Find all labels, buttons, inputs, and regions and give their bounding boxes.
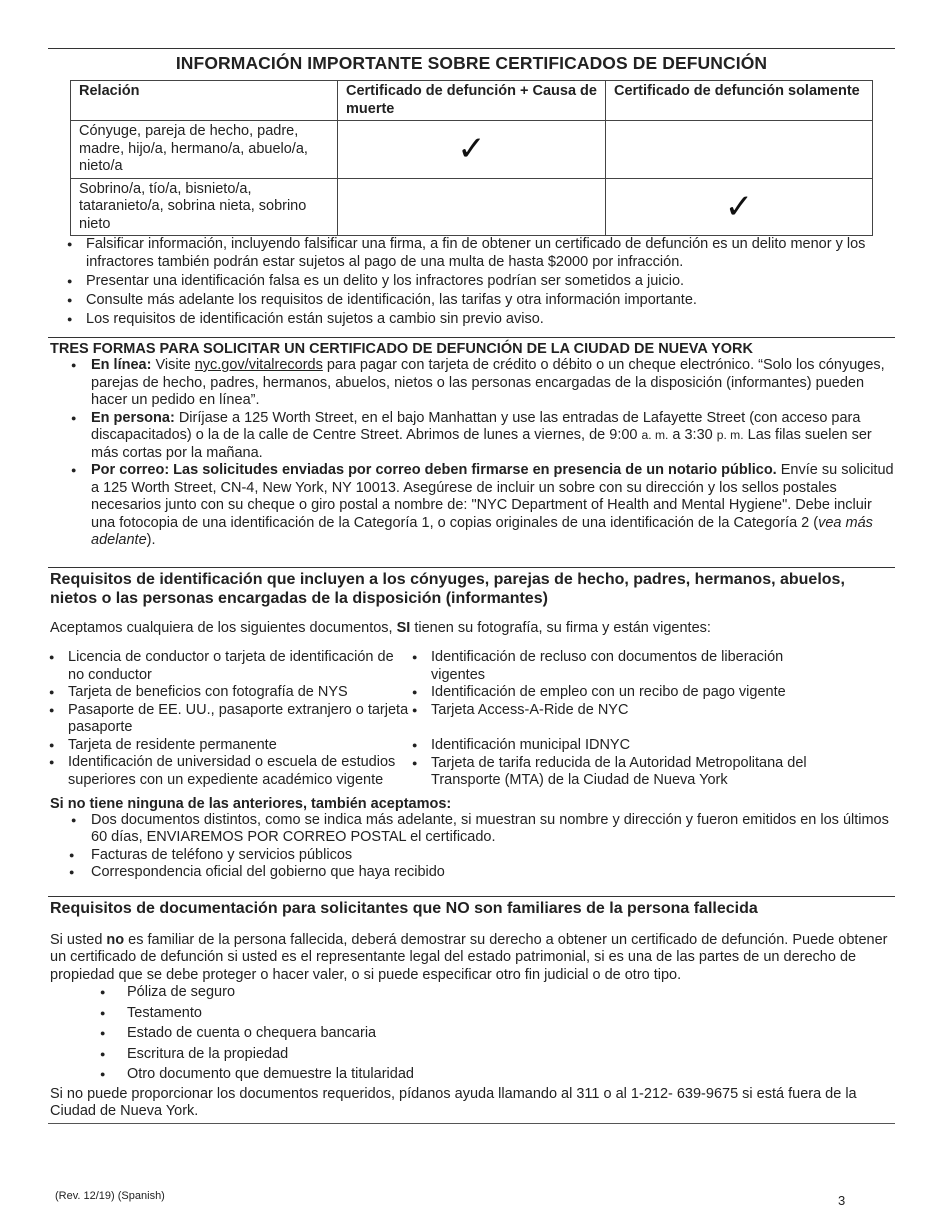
check-cell — [338, 121, 606, 179]
ownership-documents — [48, 984, 895, 1084]
id-requirements-title: Requisitos de identificación que incluyen a los cónyuges, parejas de hecho, padres, hermanos, abuelos, nietos o las personas encargadas de la disposición (informantes) — [50, 570, 845, 607]
list-item: ● Identificación municipal IDNYC — [411, 737, 831, 755]
relation-cell: Sobrino/a, tío/a, bisnieto/a, tataranieto/a, sobrina nieta, sobrino nieto — [71, 178, 338, 236]
top-rule — [48, 48, 895, 49]
checkmark-icon: ✓ — [457, 129, 486, 170]
method-online: ● En línea: Visite nyc.gov/vitalrecords para pagar con tarjeta de crédito o débito o un cheque electrónico. “Solo los cónyuges, parejas de hecho, padres, hermanos, abuelos, nietos o las personas encargadas de la disposición (informantes) pueden hacer un pedido en línea”. — [48, 357, 895, 410]
list-item: ● Falsificar información, incluyendo falsificar una firma, a fin de obtener un certificado de defunción es un delito menor y los infractores también podrán estar sujetos al pago de una multa de hasta $2000 por infracción. — [48, 236, 895, 271]
list-item: ● Póliza de seguro — [48, 984, 895, 1002]
checkmark-icon: ✓ — [724, 186, 754, 227]
revision-label: (Rev. 12/19) (Spanish) — [55, 1190, 165, 1202]
relationship-table — [70, 80, 873, 236]
alternative-documents — [48, 812, 895, 882]
list-item: ● Pasaporte de EE. UU., pasaporte extranjero o tarjeta pasaporte — [48, 702, 411, 737]
list-item: ● Tarjeta de tarifa reducida de la Autoridad Metropolitana del Transporte (MTA) de la Ciudad de Nueva York — [411, 755, 831, 790]
list-item: ● Consulte más adelante los requisitos de identificación, las tarifas y otra información importante. — [48, 292, 895, 310]
check-cell — [606, 178, 873, 236]
list-item: ● Tarjeta de beneficios con fotografía de NYS — [48, 684, 411, 702]
method-mail: ● Por correo: Las solicitudes enviadas por correo deben firmarse en presencia de un notario público. Envíe su solicitud a 125 Worth Street, CN-4, New York, NY 10013. Asegúrese de incluir un sobre con su dirección y los sellos postales necesarios junto con su cheque o giro postal a nombre de: "NYC Department of Health and Mental Hygiene". Debe incluir una fotocopia de una identificación de la Categoría 1, o copias originales de una identificación de la Categoría 2 (vea más adelante). — [48, 462, 895, 550]
header-relation: Relación — [71, 81, 338, 121]
request-methods — [48, 357, 895, 550]
alternative-title: Si no tiene ninguna de las anteriores, también aceptamos: — [50, 795, 452, 812]
list-item: ● Tarjeta de residente permanente — [48, 737, 411, 755]
section-rule — [48, 896, 895, 897]
id-list-left — [48, 649, 411, 790]
id-list-right — [411, 649, 831, 790]
list-item: ● Correspondencia oficial del gobierno que haya recibido — [48, 864, 895, 882]
list-item: ● Licencia de conductor o tarjeta de identificación de no conductor — [48, 649, 411, 684]
nonfamily-title: Requisitos de documentación para solicitantes que NO son familiares de la persona fallecida — [50, 899, 758, 917]
check-cell — [606, 121, 873, 179]
ways-title: TRES FORMAS PARA SOLICITAR UN CERTIFICADO DE DEFUNCIÓN DE LA CIUDAD DE NUEVA YORK — [50, 341, 753, 357]
nonfamily-intro: Si usted no es familiar de la persona fallecida, deberá demostrar su derecho a obtener un certificado de defunción. Puede obtener un certificado de defunción si usted es el representante legal del estado patrimonial, si es una de las partes de un derecho de propiedad que se debe proteger o hacer valer, o si puede especificar otro fin judicial o de otro tipo. — [50, 931, 888, 983]
id-document-columns — [48, 649, 895, 790]
list-item: ● Tarjeta Access-A-Ride de NYC — [411, 702, 831, 720]
page-title: INFORMACIÓN IMPORTANTE SOBRE CERTIFICADOS DE DEFUNCIÓN — [175, 53, 768, 73]
closing-text: Si no puede proporcionar los documentos requeridos, pídanos ayuda llamando al 311 o al 1-212- 639-9675 si está fuera de la Ciudad de Nueva York. — [50, 1085, 857, 1119]
list-item: ● Identificación de recluso con documentos de liberación vigentes — [411, 649, 831, 684]
section-rule — [48, 567, 895, 568]
page-number: 3 — [838, 1193, 846, 1208]
check-cell — [338, 178, 606, 236]
footer-rule — [48, 1123, 895, 1124]
method-in-person: ● En persona: Diríjase a 125 Worth Street, en el bajo Manhattan y use las entradas de Lafayette Street (con acceso para discapacitados) o la de la calle de Centre Street. Abrimos de lunes a viernes, de 9:00 a. m. a 3:30 p. m. Las filas suelen ser más cortas por la mañana. — [48, 410, 895, 463]
list-item: ● Identificación de universidad o escuela de estudios superiores con un expediente académico vigente — [48, 754, 411, 789]
alternative-sublist — [48, 847, 895, 882]
section-rule — [48, 337, 895, 338]
vitalrecords-link[interactable]: nyc.gov/vitalrecords — [194, 357, 323, 373]
document-page — [48, 48, 895, 1124]
list-item: ● Los requisitos de identificación están sujetos a cambio sin previo aviso. — [48, 311, 895, 329]
header-cause: Certificado de defunción + Causa de muerte — [338, 81, 606, 121]
list-item: ● Otro documento que demuestre la titularidad — [48, 1066, 895, 1084]
list-item: ● Dos documentos distintos, como se indica más adelante, si muestran su nombre y dirección y fueron emitidos en los últimos 60 días, ENVIAREMOS POR CORREO POSTAL el certificado. ● Facturas de teléfono y servicios públicos ● Correspondencia oficial del gobierno que haya recibido — [48, 812, 895, 882]
list-item: ● Escritura de la propiedad — [48, 1046, 895, 1064]
warning-notes — [48, 236, 895, 328]
list-item: ● Testamento — [48, 1005, 895, 1023]
header-only: Certificado de defunción solamente — [606, 81, 873, 121]
list-item: ● Estado de cuenta o chequera bancaria — [48, 1025, 895, 1043]
id-intro: Aceptamos cualquiera de los siguientes documentos, SI tienen su fotografía, su firma y están vigentes: — [50, 619, 711, 636]
table-header-row — [71, 81, 873, 121]
table-row — [71, 121, 873, 179]
relation-cell: Cónyuge, pareja de hecho, padre, madre, hijo/a, hermano/a, abuelo/a, nieto/a — [71, 121, 338, 179]
list-item: ● Facturas de teléfono y servicios públicos — [48, 847, 895, 865]
table-row — [71, 178, 873, 236]
list-item: ● Presentar una identificación falsa es un delito y los infractores podrían ser sometidos a juicio. — [48, 273, 895, 291]
list-item: ● Identificación de empleo con un recibo de pago vigente — [411, 684, 831, 702]
